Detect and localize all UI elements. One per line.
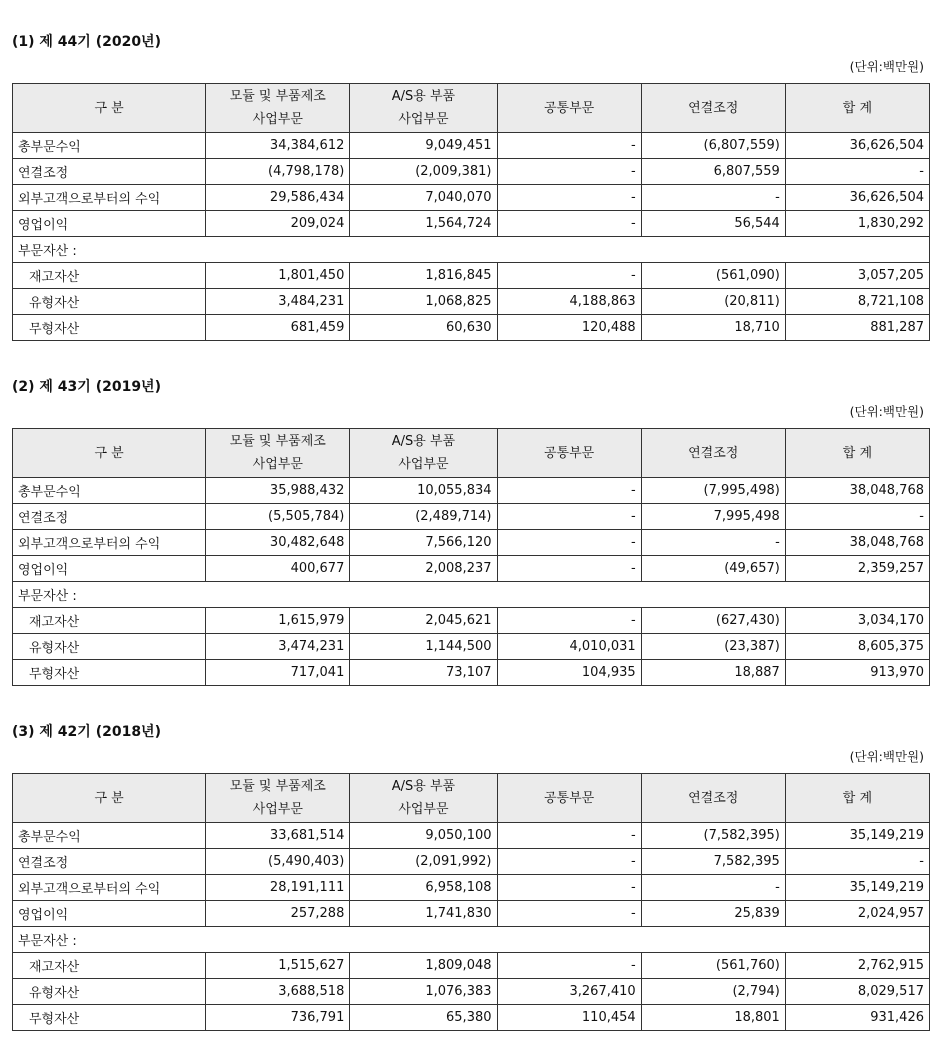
value-cell: 35,149,219 xyxy=(785,875,929,901)
value-cell: (7,582,395) xyxy=(641,823,785,849)
section-title: (3) 제 42기 (2018년) xyxy=(12,724,161,740)
value-cell: 18,710 xyxy=(641,315,785,341)
unit-label: (단위:백만원) xyxy=(849,404,924,419)
value-cell: (2,794) xyxy=(641,979,785,1005)
table-row xyxy=(13,159,930,185)
value-cell: 1,068,825 xyxy=(350,289,497,315)
value-cell: 7,995,498 xyxy=(641,504,785,530)
table-row xyxy=(13,634,930,660)
value-cell: - xyxy=(785,159,929,185)
column-header: 구 분 xyxy=(13,429,206,478)
value-cell: 3,474,231 xyxy=(206,634,350,660)
value-cell: 1,801,450 xyxy=(206,263,350,289)
value-cell: - xyxy=(497,901,641,927)
value-cell: 400,677 xyxy=(206,556,350,582)
value-cell: 1,076,383 xyxy=(350,979,497,1005)
value-cell: 1,830,292 xyxy=(785,211,929,237)
value-cell: 1,816,845 xyxy=(350,263,497,289)
value-cell: 6,807,559 xyxy=(641,159,785,185)
section-title: (2) 제 43기 (2019년) xyxy=(12,379,161,395)
value-cell: 209,024 xyxy=(206,211,350,237)
group-label: 부문자산 : xyxy=(13,237,930,263)
row-label: 영업이익 xyxy=(13,556,206,582)
row-label: 외부고객으로부터의 수익 xyxy=(13,530,206,556)
value-cell: - xyxy=(497,263,641,289)
value-cell: - xyxy=(641,185,785,211)
value-cell: 1,144,500 xyxy=(350,634,497,660)
table-row xyxy=(13,133,930,159)
value-cell: 8,605,375 xyxy=(785,634,929,660)
row-label: 영업이익 xyxy=(13,211,206,237)
row-label: 재고자산 xyxy=(13,608,206,634)
column-header: A/S용 부품 사업부문 xyxy=(350,429,497,478)
row-label: 연결조정 xyxy=(13,159,206,185)
table-row xyxy=(13,953,930,979)
table-row xyxy=(13,608,930,634)
row-label: 유형자산 xyxy=(13,634,206,660)
table-row xyxy=(13,263,930,289)
value-cell: 3,267,410 xyxy=(497,979,641,1005)
unit-label: (단위:백만원) xyxy=(849,59,924,74)
value-cell: - xyxy=(497,185,641,211)
value-cell: 8,721,108 xyxy=(785,289,929,315)
value-cell: 25,839 xyxy=(641,901,785,927)
value-cell: - xyxy=(497,478,641,504)
column-header: 구 분 xyxy=(13,774,206,823)
row-label: 연결조정 xyxy=(13,504,206,530)
table-row xyxy=(13,478,930,504)
row-label: 무형자산 xyxy=(13,660,206,686)
header-row xyxy=(13,84,930,133)
column-header: 공통부문 xyxy=(497,84,641,133)
value-cell: 4,010,031 xyxy=(497,634,641,660)
table-row xyxy=(13,211,930,237)
value-cell: 104,935 xyxy=(497,660,641,686)
value-cell: (2,489,714) xyxy=(350,504,497,530)
value-cell: - xyxy=(641,875,785,901)
value-cell: - xyxy=(785,504,929,530)
value-cell: 18,887 xyxy=(641,660,785,686)
value-cell: (561,760) xyxy=(641,953,785,979)
value-cell: - xyxy=(497,875,641,901)
value-cell: 38,048,768 xyxy=(785,478,929,504)
segment-table xyxy=(12,83,930,341)
value-cell: 18,801 xyxy=(641,1005,785,1031)
value-cell: (23,387) xyxy=(641,634,785,660)
column-header: 연결조정 xyxy=(641,84,785,133)
group-label: 부문자산 : xyxy=(13,927,930,953)
table-row xyxy=(13,823,930,849)
group-label: 부문자산 : xyxy=(13,582,930,608)
value-cell: 35,149,219 xyxy=(785,823,929,849)
value-cell: - xyxy=(497,159,641,185)
value-cell: 257,288 xyxy=(206,901,350,927)
table-row xyxy=(13,315,930,341)
segment-table xyxy=(12,773,930,1031)
value-cell: 9,050,100 xyxy=(350,823,497,849)
value-cell: 120,488 xyxy=(497,315,641,341)
column-header: 연결조정 xyxy=(641,774,785,823)
value-cell: 7,582,395 xyxy=(641,849,785,875)
value-cell: (5,505,784) xyxy=(206,504,350,530)
value-cell: 4,188,863 xyxy=(497,289,641,315)
table-row xyxy=(13,660,930,686)
row-label: 외부고객으로부터의 수익 xyxy=(13,875,206,901)
value-cell: 36,626,504 xyxy=(785,185,929,211)
value-cell: - xyxy=(497,504,641,530)
value-cell: 913,970 xyxy=(785,660,929,686)
column-header: 구 분 xyxy=(13,84,206,133)
table-row xyxy=(13,927,930,953)
value-cell: - xyxy=(497,211,641,237)
table-row xyxy=(13,582,930,608)
value-cell: 3,688,518 xyxy=(206,979,350,1005)
value-cell: 1,615,979 xyxy=(206,608,350,634)
value-cell: - xyxy=(785,849,929,875)
value-cell: 3,057,205 xyxy=(785,263,929,289)
value-cell: 110,454 xyxy=(497,1005,641,1031)
column-header: A/S용 부품 사업부문 xyxy=(350,774,497,823)
value-cell: 2,045,621 xyxy=(350,608,497,634)
column-header: 연결조정 xyxy=(641,429,785,478)
value-cell: 681,459 xyxy=(206,315,350,341)
value-cell: 8,029,517 xyxy=(785,979,929,1005)
value-cell: 7,566,120 xyxy=(350,530,497,556)
row-label: 총부문수익 xyxy=(13,478,206,504)
value-cell: 6,958,108 xyxy=(350,875,497,901)
table-row xyxy=(13,237,930,263)
header-row xyxy=(13,429,930,478)
value-cell: (627,430) xyxy=(641,608,785,634)
value-cell: - xyxy=(497,530,641,556)
row-label: 무형자산 xyxy=(13,315,206,341)
value-cell: 1,809,048 xyxy=(350,953,497,979)
row-label: 영업이익 xyxy=(13,901,206,927)
value-cell: 2,024,957 xyxy=(785,901,929,927)
value-cell: 60,630 xyxy=(350,315,497,341)
section-title: (1) 제 44기 (2020년) xyxy=(12,34,161,50)
value-cell: 931,426 xyxy=(785,1005,929,1031)
row-label: 총부문수익 xyxy=(13,133,206,159)
value-cell: 65,380 xyxy=(350,1005,497,1031)
row-label: 연결조정 xyxy=(13,849,206,875)
value-cell: 2,359,257 xyxy=(785,556,929,582)
value-cell: 33,681,514 xyxy=(206,823,350,849)
value-cell: (4,798,178) xyxy=(206,159,350,185)
table-row xyxy=(13,289,930,315)
value-cell: (561,090) xyxy=(641,263,785,289)
value-cell: 73,107 xyxy=(350,660,497,686)
value-cell: - xyxy=(497,849,641,875)
row-label: 유형자산 xyxy=(13,979,206,1005)
value-cell: 717,041 xyxy=(206,660,350,686)
value-cell: (7,995,498) xyxy=(641,478,785,504)
row-label: 재고자산 xyxy=(13,263,206,289)
column-header: 공통부문 xyxy=(497,429,641,478)
row-label: 무형자산 xyxy=(13,1005,206,1031)
value-cell: 56,544 xyxy=(641,211,785,237)
row-label: 유형자산 xyxy=(13,289,206,315)
value-cell: 10,055,834 xyxy=(350,478,497,504)
table-row xyxy=(13,1005,930,1031)
value-cell: (5,490,403) xyxy=(206,849,350,875)
column-header: 공통부문 xyxy=(497,774,641,823)
value-cell: - xyxy=(497,556,641,582)
value-cell: 2,008,237 xyxy=(350,556,497,582)
value-cell: 30,482,648 xyxy=(206,530,350,556)
segment-table xyxy=(12,428,930,686)
value-cell: 28,191,111 xyxy=(206,875,350,901)
table-row xyxy=(13,530,930,556)
value-cell: 29,586,434 xyxy=(206,185,350,211)
value-cell: (2,009,381) xyxy=(350,159,497,185)
header-row xyxy=(13,774,930,823)
column-header: 합 계 xyxy=(785,774,929,823)
value-cell: 7,040,070 xyxy=(350,185,497,211)
table-row xyxy=(13,504,930,530)
value-cell: 34,384,612 xyxy=(206,133,350,159)
table-row xyxy=(13,901,930,927)
table-row xyxy=(13,849,930,875)
table-row xyxy=(13,556,930,582)
value-cell: - xyxy=(497,133,641,159)
value-cell: - xyxy=(641,530,785,556)
row-label: 총부문수익 xyxy=(13,823,206,849)
row-label: 재고자산 xyxy=(13,953,206,979)
value-cell: (20,811) xyxy=(641,289,785,315)
column-header: A/S용 부품 사업부문 xyxy=(350,84,497,133)
value-cell: 736,791 xyxy=(206,1005,350,1031)
value-cell: - xyxy=(497,953,641,979)
value-cell: 3,034,170 xyxy=(785,608,929,634)
table-row xyxy=(13,875,930,901)
value-cell: 1,741,830 xyxy=(350,901,497,927)
value-cell: (2,091,992) xyxy=(350,849,497,875)
column-header: 합 계 xyxy=(785,84,929,133)
value-cell: 1,564,724 xyxy=(350,211,497,237)
value-cell: 36,626,504 xyxy=(785,133,929,159)
value-cell: (49,657) xyxy=(641,556,785,582)
value-cell: 1,515,627 xyxy=(206,953,350,979)
value-cell: (6,807,559) xyxy=(641,133,785,159)
value-cell: - xyxy=(497,608,641,634)
value-cell: 35,988,432 xyxy=(206,478,350,504)
column-header: 모듈 및 부품제조 사업부문 xyxy=(206,84,350,133)
value-cell: 38,048,768 xyxy=(785,530,929,556)
column-header: 모듈 및 부품제조 사업부문 xyxy=(206,429,350,478)
column-header: 모듈 및 부품제조 사업부문 xyxy=(206,774,350,823)
value-cell: 2,762,915 xyxy=(785,953,929,979)
value-cell: 881,287 xyxy=(785,315,929,341)
column-header: 합 계 xyxy=(785,429,929,478)
value-cell: - xyxy=(497,823,641,849)
value-cell: 9,049,451 xyxy=(350,133,497,159)
table-row xyxy=(13,185,930,211)
row-label: 외부고객으로부터의 수익 xyxy=(13,185,206,211)
unit-label: (단위:백만원) xyxy=(849,749,924,764)
table-row xyxy=(13,979,930,1005)
value-cell: 3,484,231 xyxy=(206,289,350,315)
